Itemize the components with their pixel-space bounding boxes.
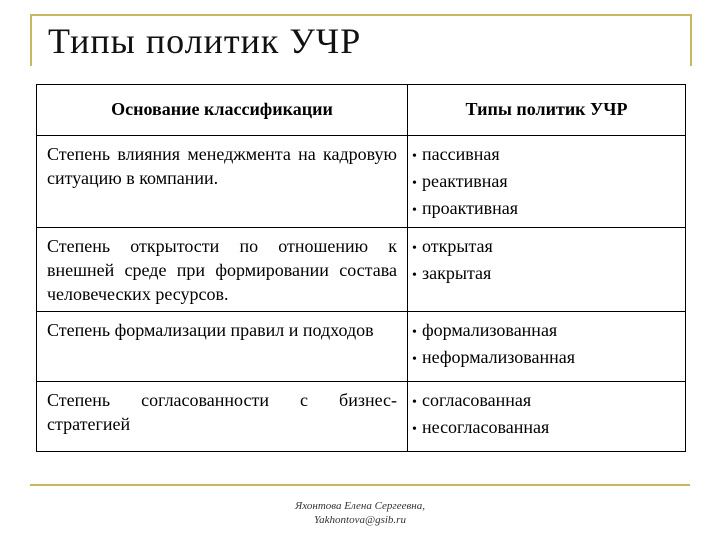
header-types: Типы политик УЧР (408, 85, 686, 136)
footer-email: Yakhontova@gsib.ru (314, 514, 406, 526)
header-basis: Основание классификации (37, 85, 408, 136)
type-item: • пассивная (412, 142, 675, 169)
type-item: • открытая (412, 234, 675, 261)
slide-title: Типы политик УЧР (48, 21, 362, 61)
frame-right-line (690, 14, 692, 66)
type-item: • реактивная (412, 169, 675, 196)
footer-divider (30, 484, 690, 486)
table-row (37, 382, 686, 452)
table-header-row (37, 85, 686, 136)
table-row (37, 228, 686, 312)
type-item: • формализованная (412, 318, 675, 345)
type-item: • согласованная (412, 388, 675, 415)
row-types (408, 382, 686, 452)
frame-left-line (30, 14, 32, 66)
table-row (37, 312, 686, 382)
row-types (408, 228, 686, 312)
row-basis: Степень открытости по отношению к внешней среде при формировании состава человеческих ресурсов. (37, 228, 408, 312)
row-basis: Степень формализации правил и подходов (37, 312, 408, 382)
row-basis: Степень влияния менеджмента на кадровую ситуацию в компании. (37, 136, 408, 228)
frame-top-line (30, 14, 690, 16)
row-types (408, 136, 686, 228)
type-item: • неформализованная (412, 345, 675, 372)
footer-author: Яхонтова Елена Сергеевна, (295, 500, 425, 512)
row-basis: Степень согласованности с бизнес-стратегией (37, 382, 408, 452)
classification-table (36, 84, 686, 452)
table-row (37, 136, 686, 228)
type-item: • несогласованная (412, 415, 675, 442)
type-item: • закрытая (412, 261, 675, 288)
row-types (408, 312, 686, 382)
type-item: • проактивная (412, 196, 675, 223)
